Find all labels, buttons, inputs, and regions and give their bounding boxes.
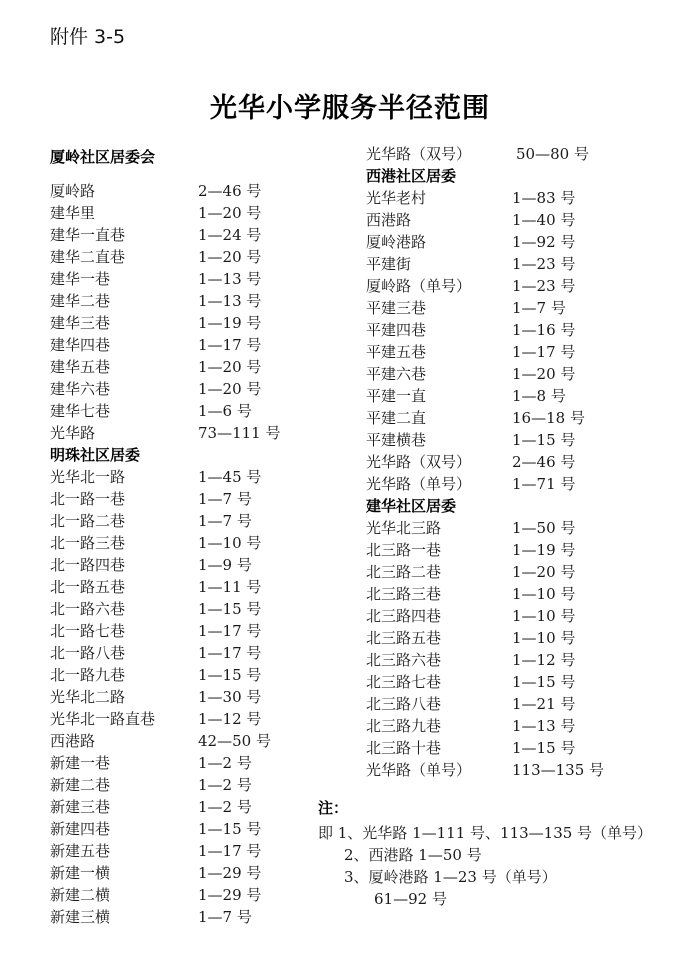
number-range: 1—45 号 [198,468,262,486]
number-range: 1—29 号 [198,886,262,904]
street-name: 光华北一路 [50,468,126,486]
note-line: 3、厦岭港路 1—23 号（单号） [344,868,557,886]
street-name: 光华路（单号） [366,475,472,493]
street-name: 北一路二巷 [50,512,126,530]
number-range: 1—15 号 [198,666,262,684]
number-range: 1—16 号 [512,321,576,339]
street-name: 北三路十巷 [366,739,442,757]
street-name: 北一路七巷 [50,622,126,640]
number-range: 1—13 号 [198,292,262,310]
notes-label: 注： [318,799,349,817]
street-name: 新建二横 [50,886,111,904]
note-line: 即 1、光华路 1—111 号、113—135 号（单号） [318,824,653,842]
street-name: 西港路 [50,732,96,750]
street-name: 光华路（双号） [366,453,472,471]
number-range: 1—17 号 [198,622,262,640]
number-range: 1—10 号 [198,534,262,552]
street-name: 平建横巷 [366,431,427,449]
number-range: 1—15 号 [198,600,262,618]
number-range: 2—46 号 [512,453,576,471]
page-title: 光华小学服务半径范围 [210,93,490,124]
number-range: 1—20 号 [198,204,262,222]
street-name: 光华北三路 [366,519,442,537]
street-name: 光华路（单号） [366,761,472,779]
number-range: 1—15 号 [198,820,262,838]
number-range: 2—46 号 [198,182,262,200]
street-name: 平建街 [366,255,412,273]
number-range: 1—2 号 [198,798,252,816]
street-name: 新建四巷 [50,820,111,838]
street-name: 平建六巷 [366,365,427,383]
street-name: 北三路二巷 [366,563,442,581]
street-name: 建华一直巷 [50,226,126,244]
street-name: 建华四巷 [50,336,111,354]
street-name: 厦岭路 [50,182,96,200]
street-name: 建华三巷 [50,314,111,332]
street-name: 北一路五巷 [50,578,126,596]
number-range: 1—20 号 [198,380,262,398]
section-heading: 厦岭社区居委会 [50,148,156,166]
number-range: 1—8 号 [512,387,566,405]
number-range: 50—80 号 [516,145,589,163]
street-name: 新建三横 [50,908,111,926]
number-range: 1—13 号 [512,717,576,735]
number-range: 1—7 号 [198,908,252,926]
number-range: 1—17 号 [198,336,262,354]
street-name: 西港路 [366,211,412,229]
street-name: 新建二巷 [50,776,111,794]
street-name: 建华七巷 [50,402,111,420]
street-name: 新建一横 [50,864,111,882]
street-name: 建华二巷 [50,292,111,310]
number-range: 1—40 号 [512,211,576,229]
number-range: 1—19 号 [512,541,576,559]
number-range: 1—17 号 [198,842,262,860]
street-name: 北三路七巷 [366,673,442,691]
number-range: 1—17 号 [512,343,576,361]
street-name: 北三路五巷 [366,629,442,647]
number-range: 1—2 号 [198,776,252,794]
street-name: 平建一直 [366,387,427,405]
street-name: 北一路一巷 [50,490,126,508]
number-range: 1—7 号 [512,299,566,317]
number-range: 1—12 号 [512,651,576,669]
street-name: 北三路一巷 [366,541,442,559]
street-name: 平建五巷 [366,343,427,361]
number-range: 1—71 号 [512,475,576,493]
number-range: 1—12 号 [198,710,262,728]
section-heading: 明珠社区居委 [50,446,141,464]
street-name: 北三路三巷 [366,585,442,603]
number-range: 1—10 号 [512,585,576,603]
street-name: 北一路九巷 [50,666,126,684]
number-range: 42—50 号 [198,732,271,750]
number-range: 1—24 号 [198,226,262,244]
number-range: 1—20 号 [512,563,576,581]
street-name: 光华北二路 [50,688,126,706]
street-name: 平建三巷 [366,299,427,317]
street-name: 北一路八巷 [50,644,126,662]
street-name: 新建五巷 [50,842,111,860]
street-name: 新建一巷 [50,754,111,772]
note-line: 2、西港路 1—50 号 [344,846,482,864]
number-range: 1—10 号 [512,629,576,647]
number-range: 1—15 号 [512,739,576,757]
street-name: 厦岭路（单号） [366,277,472,295]
street-name: 光华北一路直巷 [50,710,156,728]
number-range: 1—7 号 [198,490,252,508]
section-heading: 西港社区居委 [366,167,457,185]
street-name: 北一路三巷 [50,534,126,552]
street-name: 北三路九巷 [366,717,442,735]
number-range: 1—13 号 [198,270,262,288]
street-name: 北三路四巷 [366,607,442,625]
number-range: 1—15 号 [512,431,576,449]
attachment-label: 附件 3-5 [50,26,126,48]
street-name: 光华路（双号） [366,145,472,163]
number-range: 113—135 号 [512,761,605,779]
number-range: 16—18 号 [512,409,585,427]
street-name: 建华六巷 [50,380,111,398]
section-heading: 建华社区居委 [366,497,457,515]
number-range: 1—23 号 [512,255,576,273]
number-range: 73—111 号 [198,424,281,442]
street-name: 平建四巷 [366,321,427,339]
number-range: 1—20 号 [198,248,262,266]
number-range: 1—20 号 [512,365,576,383]
street-name: 北一路六巷 [50,600,126,618]
number-range: 1—29 号 [198,864,262,882]
number-range: 1—30 号 [198,688,262,706]
street-name: 厦岭港路 [366,233,427,251]
number-range: 1—15 号 [512,673,576,691]
number-range: 1—20 号 [198,358,262,376]
street-name: 北三路八巷 [366,695,442,713]
number-range: 1—50 号 [512,519,576,537]
street-name: 北三路六巷 [366,651,442,669]
number-range: 1—17 号 [198,644,262,662]
street-name: 建华里 [50,204,96,222]
number-range: 1—10 号 [512,607,576,625]
street-name: 新建三巷 [50,798,111,816]
number-range: 1—21 号 [512,695,576,713]
street-name: 建华五巷 [50,358,111,376]
street-name: 平建二直 [366,409,427,427]
note-line: 61—92 号 [374,890,447,908]
street-name: 北一路四巷 [50,556,126,574]
number-range: 1—83 号 [512,189,576,207]
number-range: 1—11 号 [198,578,262,596]
street-name: 光华老村 [366,189,427,207]
number-range: 1—19 号 [198,314,262,332]
street-name: 建华一巷 [50,270,111,288]
street-name: 建华二直巷 [50,248,126,266]
number-range: 1—23 号 [512,277,576,295]
number-range: 1—7 号 [198,512,252,530]
number-range: 1—6 号 [198,402,252,420]
number-range: 1—92 号 [512,233,576,251]
street-name: 光华路 [50,424,96,442]
number-range: 1—2 号 [198,754,252,772]
number-range: 1—9 号 [198,556,252,574]
